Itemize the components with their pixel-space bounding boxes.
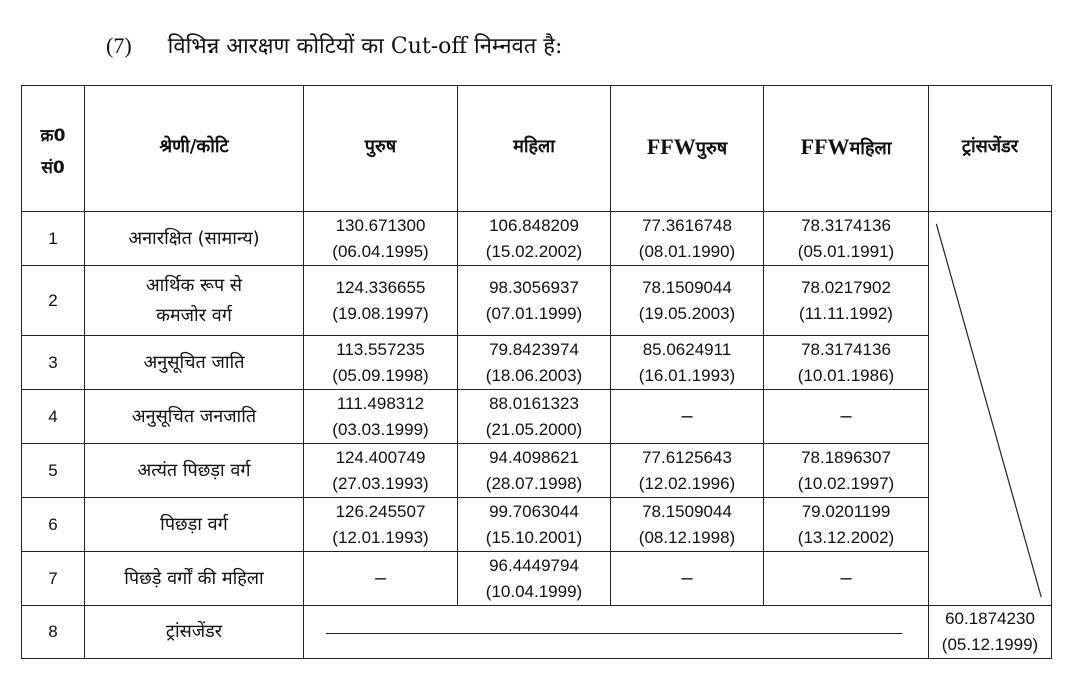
transgender-not-applicable-cell <box>929 212 1052 606</box>
cutoff-table <box>21 85 1052 659</box>
table-row <box>22 212 1052 266</box>
table-row <box>22 606 1052 659</box>
header-transgender: ट्रांसजेंडर <box>929 86 1052 212</box>
cell-male: 113.557235 (05.09.1998) <box>304 336 458 390</box>
table-row <box>22 552 1052 606</box>
section-number: (7) <box>106 33 132 58</box>
header-female: महिला <box>458 86 611 212</box>
header-category: श्रेणी/कोटि <box>85 86 304 212</box>
header-male: पुरुष <box>304 86 458 212</box>
row-category: अनुसूचित जनजाति <box>85 390 304 444</box>
row-category: अत्यंत पिछड़ा वर्ग <box>85 444 304 498</box>
cell-ffw-male: 78.1509044 (19.05.2003) <box>611 266 764 336</box>
table-row <box>22 444 1052 498</box>
row-serial: 7 <box>22 552 85 606</box>
cell-male: – <box>304 552 458 606</box>
cell-female: 98.3056937 (07.01.1999) <box>458 266 611 336</box>
cell-male: 124.336655 (19.08.1997) <box>304 266 458 336</box>
cell-ffw-female: 79.0201199 (13.12.2002) <box>764 498 929 552</box>
row-category: आर्थिक रूप से कमजोर वर्ग <box>85 266 304 336</box>
diagonal-strike <box>929 212 1051 605</box>
row-category: ट्रांसजेंडर <box>85 606 304 659</box>
not-applicable-merged-cell <box>304 606 929 659</box>
row-serial: 4 <box>22 390 85 444</box>
row-serial: 2 <box>22 266 85 336</box>
section-title: विभिन्न आरक्षण कोटियों का Cut-off निम्नवत है: <box>167 34 563 59</box>
cell-female: 99.7063044 (15.10.2001) <box>458 498 611 552</box>
table-row <box>22 498 1052 552</box>
row-serial: 5 <box>22 444 85 498</box>
row-category: अनारक्षित (सामान्य) <box>85 212 304 266</box>
header-ffw-female: FFWमहिला <box>764 86 929 212</box>
table-row <box>22 336 1052 390</box>
cell-transgender: 60.1874230 (05.12.1999) <box>929 606 1052 659</box>
section-heading <box>106 30 562 60</box>
cell-ffw-male: 77.6125643 (12.02.1996) <box>611 444 764 498</box>
cell-female: 79.8423974 (18.06.2003) <box>458 336 611 390</box>
header-ffw-male: FFWपुरुष <box>611 86 764 212</box>
row-serial: 1 <box>22 212 85 266</box>
cell-ffw-female: 78.1896307 (10.02.1997) <box>764 444 929 498</box>
cell-female: 106.848209 (15.02.2002) <box>458 212 611 266</box>
cell-male: 124.400749 (27.03.1993) <box>304 444 458 498</box>
cell-ffw-female: – <box>764 390 929 444</box>
cell-ffw-female: 78.3174136 (10.01.1986) <box>764 336 929 390</box>
horizontal-strike <box>326 633 902 634</box>
row-category: अनुसूचित जाति <box>85 336 304 390</box>
table-row <box>22 266 1052 336</box>
row-category: पिछड़े वर्गों की महिला <box>85 552 304 606</box>
cell-ffw-male: 77.3616748 (08.01.1990) <box>611 212 764 266</box>
row-serial: 6 <box>22 498 85 552</box>
cell-male: 126.245507 (12.01.1993) <box>304 498 458 552</box>
table-row <box>22 390 1052 444</box>
cell-ffw-female: 78.3174136 (05.01.1991) <box>764 212 929 266</box>
cell-ffw-male: 78.1509044 (08.12.1998) <box>611 498 764 552</box>
cell-male: 130.671300 (06.04.1995) <box>304 212 458 266</box>
cell-ffw-male: 85.0624911 (16.01.1993) <box>611 336 764 390</box>
cell-female: 94.4098621 (28.07.1998) <box>458 444 611 498</box>
row-serial: 8 <box>22 606 85 659</box>
cell-female: 88.0161323 (21.05.2000) <box>458 390 611 444</box>
cell-ffw-female: – <box>764 552 929 606</box>
header-serial-number: क्र0 सं0 <box>22 86 85 212</box>
row-serial: 3 <box>22 336 85 390</box>
cell-ffw-male: – <box>611 390 764 444</box>
row-category: पिछड़ा वर्ग <box>85 498 304 552</box>
cell-male: 111.498312 (03.03.1999) <box>304 390 458 444</box>
cell-ffw-male: – <box>611 552 764 606</box>
header-row <box>22 86 1052 212</box>
cell-female: 96.4449794 (10.04.1999) <box>458 552 611 606</box>
cell-ffw-female: 78.0217902 (11.11.1992) <box>764 266 929 336</box>
